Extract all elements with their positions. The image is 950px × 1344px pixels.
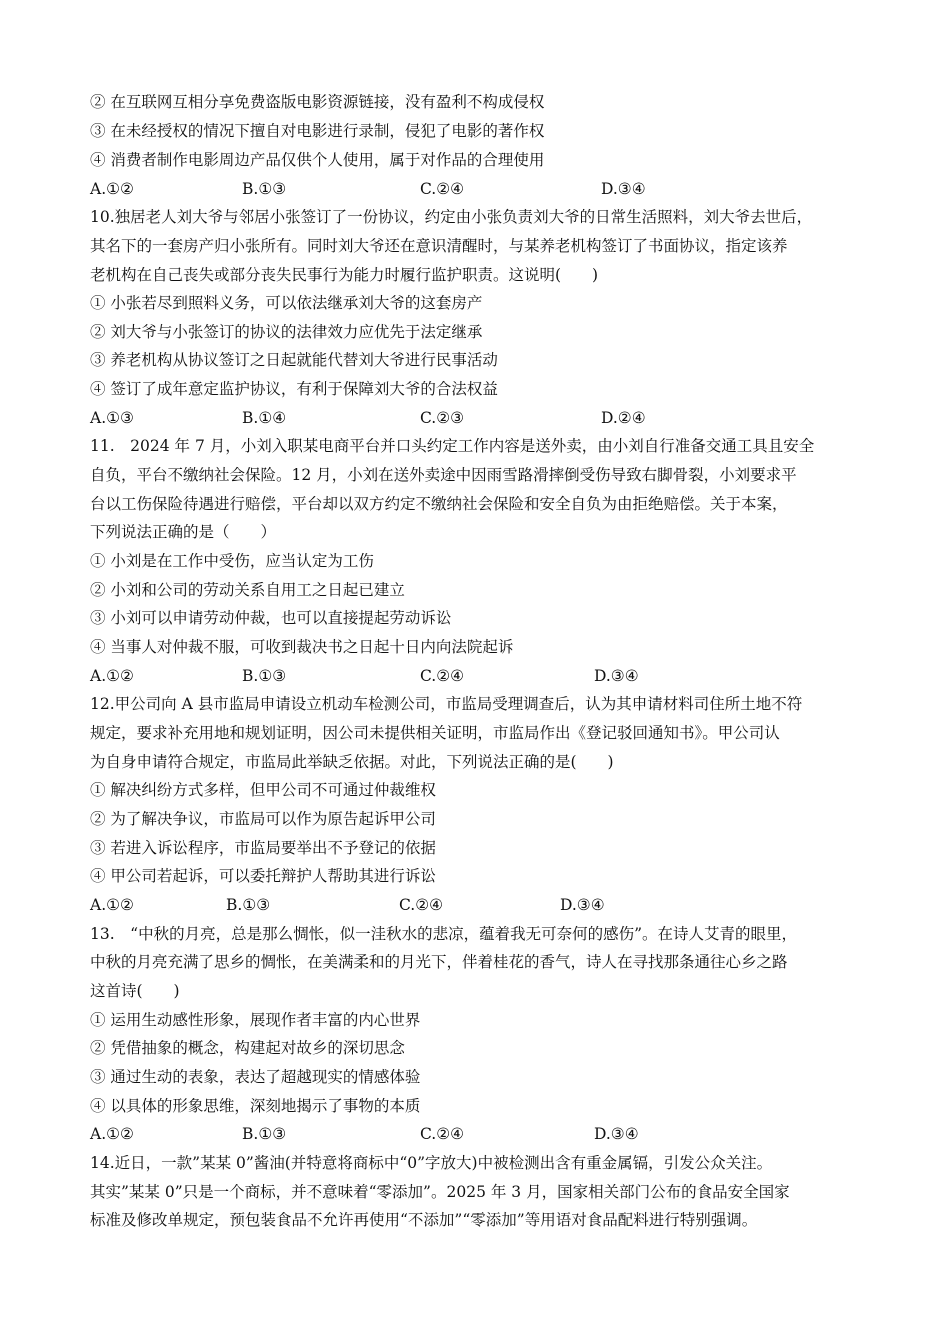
q9-item-4: ④ 消费者制作电影周边产品仅供个人使用，属于对作品的合理使用: [90, 151, 545, 169]
q13-option-b: B.①③: [242, 1125, 287, 1143]
q14-stem-line: 其实”某某 0”只是一个商标，并不意味着“零添加”。2025 年 3 月，国家相关部门公布的食品安全国家: [90, 1183, 790, 1201]
q9-item-2: ② 在互联网互相分享免费盗版电影资源链接，没有盈利不构成侵权: [90, 93, 545, 111]
q10-option-c: C.②③: [420, 409, 465, 427]
q12-item-3: ③ 若进入诉讼程序，市监局要举出不予登记的依据: [90, 839, 436, 857]
q12-option-c: C.②④: [399, 896, 444, 914]
q13-item-4: ④ 以具体的形象思维，深刻地揭示了事物的本质: [90, 1097, 421, 1115]
q11-stem-line: 下列说法正确的是（ ）: [90, 523, 277, 541]
q12-stem-line: 规定，要求补充用地和规划证明，因公司未提供相关证明，市监局作出《登记驳回通知书》。甲公司认: [90, 724, 780, 742]
q13-stem-line: 这首诗( ): [90, 982, 180, 1000]
q9-option-b: B.①③: [242, 180, 287, 198]
q10-stem-line: 其名下的一套房产归小张所有。同时刘大爷还在意识清醒时，与某养老机构签订了书面协议，指定该养: [90, 237, 788, 255]
q9-option-d: D.③④: [601, 180, 646, 198]
q9-option-a: A.①②: [90, 180, 134, 198]
q9-option-c: C.②④: [420, 180, 465, 198]
q10-stem-line: 10.独居老人刘大爷与邻居小张签订了一份协议，约定由小张负责刘大爷的日常生活照料，刘大爷去世后，: [90, 208, 813, 226]
q10-item-2: ② 刘大爷与小张签订的协议的法律效力应优先于法定继承: [90, 323, 483, 341]
q13-option-c: C.②④: [420, 1125, 465, 1143]
q12-stem-line: 12.甲公司向 A 县市监局申请设立机动车检测公司，市监局受理调查后，认为其申请材料司住所土地不符: [90, 695, 803, 713]
q13-option-d: D.③④: [594, 1125, 639, 1143]
q10-item-4: ④ 签订了成年意定监护协议，有利于保障刘大爷的合法权益: [90, 380, 498, 398]
q13-item-2: ② 凭借抽象的概念，构建起对故乡的深切思念: [90, 1039, 405, 1057]
q13-stem-line: 13. “中秋的月亮，总是那么惆怅，似一洼秋水的悲凉，蕴着我无可奈何的感伤”。在诗人艾青的眼里，: [90, 925, 798, 943]
q14-stem-line: 标准及修改单规定，预包装食品不允许再使用“不添加”“零添加”等用语对食品配料进行特别强调。: [90, 1211, 758, 1229]
q13-item-1: ① 运用生动感性形象，展现作者丰富的内心世界: [90, 1011, 421, 1029]
q11-item-3: ③ 小刘可以申请劳动仲裁，也可以直接提起劳动诉讼: [90, 609, 452, 627]
q12-item-4: ④ 甲公司若起诉，可以委托辩护人帮助其进行诉讼: [90, 867, 436, 885]
q11-stem-line: 自负，平台不缴纳社会保险。12 月，小刘在送外卖途中因雨雪路滑摔倒受伤导致右脚骨裂，小刘要求平: [90, 466, 797, 484]
q11-stem-line: 11. 2024 年 7 月，小刘入职某电商平台并口头约定工作内容是送外卖，由小刘自行准备交通工具且安全: [90, 437, 815, 455]
q10-stem-line: 老机构在自己丧失或部分丧失民事行为能力时履行监护职责。这说明( ): [90, 266, 599, 284]
q13-option-a: A.①②: [90, 1125, 134, 1143]
q11-option-b: B.①③: [242, 667, 287, 685]
q12-item-2: ② 为了解决争议，市监局可以作为原告起诉甲公司: [90, 810, 436, 828]
q13-item-3: ③ 通过生动的表象，表达了超越现实的情感体验: [90, 1068, 421, 1086]
q14-stem-line: 14.近日，一款”某某 0”酱油(并特意将商标中“0”字放大)中被检测出含有重金属镉，引发公众关注。: [90, 1154, 773, 1172]
q11-item-2: ② 小刘和公司的劳动关系自用工之日起已建立: [90, 581, 405, 599]
q12-option-d: D.③④: [560, 896, 605, 914]
q11-item-4: ④ 当事人对仲裁不服，可收到裁决书之日起十日内向法院起诉: [90, 638, 514, 656]
q11-item-1: ① 小刘是在工作中受伤，应当认定为工伤: [90, 552, 374, 570]
q11-option-c: C.②④: [420, 667, 465, 685]
q12-option-b: B.①③: [226, 896, 271, 914]
q11-option-a: A.①②: [90, 667, 134, 685]
q11-stem-line: 台以工伤保险待遇进行赔偿，平台却以双方约定不缴纳社会保险和安全自负为由拒绝赔偿。关于本案，: [90, 495, 788, 513]
q10-option-d: D.②④: [601, 409, 646, 427]
q10-option-a: A.①③: [90, 409, 134, 427]
q12-item-1: ① 解决纠纷方式多样，但甲公司不可通过仲裁维权: [90, 781, 436, 799]
q10-item-1: ① 小张若尽到照料义务，可以依法继承刘大爷的这套房产: [90, 294, 483, 312]
q11-option-d: D.③④: [594, 667, 639, 685]
q10-option-b: B.①④: [242, 409, 287, 427]
q12-stem-line: 为自身申请符合规定，市监局此举缺乏依据。对此，下列说法正确的是( ): [90, 753, 614, 771]
q13-stem-line: 中秋的月亮充满了思乡的惆怅，在美满柔和的月光下，伴着桂花的香气，诗人在寻找那条通往心乡之路: [90, 953, 788, 971]
q10-item-3: ③ 养老机构从协议签订之日起就能代替刘大爷进行民事活动: [90, 351, 498, 369]
q9-item-3: ③ 在未经授权的情况下擅自对电影进行录制，侵犯了电影的著作权: [90, 122, 545, 140]
q12-option-a: A.①②: [90, 896, 134, 914]
